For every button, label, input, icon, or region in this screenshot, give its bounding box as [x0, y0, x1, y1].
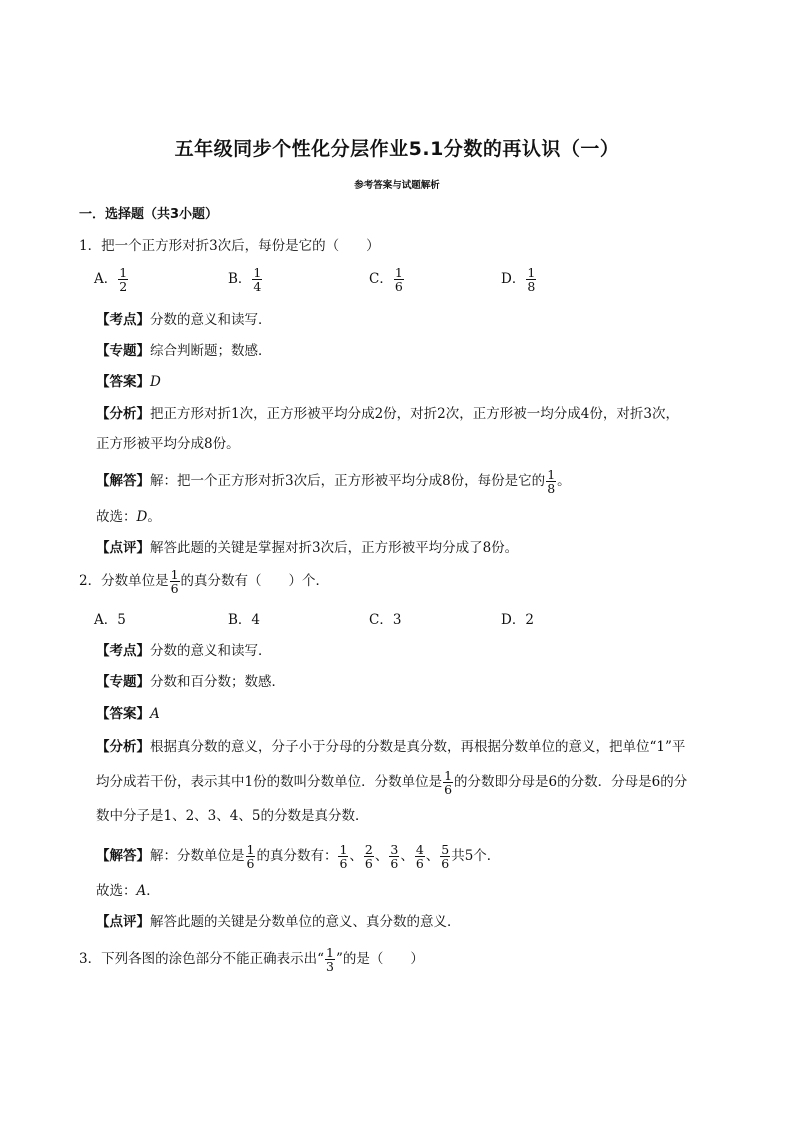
fraction: $\frac{1}{6}$	[394, 265, 403, 294]
tag-zhuanti: 【专题】	[96, 674, 150, 690]
fraction: $\frac{2}{6}$	[364, 842, 373, 871]
fraction: $\frac{1}{8}$	[527, 265, 536, 294]
q1-dianping: 【点评】解答此题的关键是掌握对折3次后，正方形被平均分成了8份。	[96, 540, 519, 556]
q1-zhuanti: 【专题】综合判断题；数感．	[96, 343, 272, 359]
fraction: $\frac{1}{2}$	[119, 265, 128, 294]
q1-fenxi: 【分析】把正方形对折1次，正方形被平均分成2份，对折2次，正方形被一均分成4份，对折3次，	[96, 406, 679, 422]
q1-kaodian: 【考点】分数的意义和读写．	[96, 312, 272, 328]
fraction: $\frac{5}{6}$	[441, 842, 450, 871]
fraction: $\frac{1}{6}$	[246, 842, 255, 871]
tag-daan: 【答案】	[96, 706, 150, 722]
tag-dianping: 【点评】	[96, 540, 150, 556]
fraction: $\frac{3}{6}$	[390, 842, 399, 871]
question-2-stem: 2．分数单位是 $\frac{1}{6}$ 的真分数有（ ）个．	[79, 567, 330, 596]
q1-jieda: 【解答】解：把一个正方形对折3次后，正方形被平均分成8份，每份是它的 $\frac{1}{8}$ 。	[96, 467, 571, 496]
section-heading: 一．选择题（共3小题）	[79, 207, 219, 222]
tag-jieda: 【解答】	[96, 473, 150, 489]
q1-option-a: A． $\frac{1}{2}$	[94, 265, 128, 294]
q2-fenxi-cont-2: 数中分子是1、2、3、4、5的分数是真分数．	[96, 808, 369, 824]
q2-fenxi: 【分析】根据真分数的意义，分子小于分母的分数是真分数，再根据分数单位的意义，把单位“1”平	[96, 739, 686, 755]
question-1-stem: 1．把一个正方形对折3次后，每份是它的（ ）	[79, 238, 380, 254]
q2-zhuanti: 【专题】分数和百分数；数感．	[96, 674, 285, 690]
q1-fenxi-cont: 正方形被平均分成8份。	[96, 436, 240, 452]
q2-option-d: D．2	[501, 612, 534, 628]
tag-fenxi: 【分析】	[96, 739, 150, 755]
tag-fenxi: 【分析】	[96, 406, 150, 422]
q1-daan: 【答案】D	[96, 374, 161, 390]
tag-kaodian: 【考点】	[96, 643, 150, 659]
q2-option-a: A．5	[94, 612, 126, 628]
page-title: 五年级同步个性化分层作业5.1分数的再认识（一）	[174, 138, 620, 160]
q1-option-c: C． $\frac{1}{6}$	[369, 265, 403, 294]
q2-dianping: 【点评】解答此题的关键是分数单位的意义、真分数的意义．	[96, 914, 461, 930]
page-subtitle: 参考答案与试题解析	[354, 180, 440, 191]
q2-daan: 【答案】A	[96, 706, 160, 722]
q1-guxuan: 故选：D。	[96, 509, 161, 525]
fraction: $\frac{1}{4}$	[253, 265, 262, 294]
q2-fenxi-cont: 均分成若干份，表示其中1份的数叫分数单位．分数单位是 $\frac{1}{6}$ 的分数即分母是6的分数．分母是6的分	[96, 768, 688, 797]
tag-daan: 【答案】	[96, 374, 150, 390]
tag-zhuanti: 【专题】	[96, 343, 150, 359]
fraction: $\frac{1}{8}$	[547, 467, 556, 496]
fraction: $\frac{1}{6}$	[444, 768, 453, 797]
fraction: $\frac{4}{6}$	[415, 842, 424, 871]
q2-kaodian: 【考点】分数的意义和读写．	[96, 643, 272, 659]
tag-dianping: 【点评】	[96, 914, 150, 930]
fraction: $\frac{1}{6}$	[170, 567, 179, 596]
q1-option-b: B． $\frac{1}{4}$	[228, 265, 262, 294]
q2-guxuan: 故选：A．	[96, 883, 160, 899]
q1-option-d: D． $\frac{1}{8}$	[501, 265, 536, 294]
q2-jieda: 【解答】解：分数单位是 $\frac{1}{6}$ 的真分数有： $\frac{1}{6}$ 、 $\frac{2}{6}$ 、 $\frac{3}{6}$ 、 $\frac{4}{6}$ 、 $\frac{5}{6}$ 共5个．	[96, 842, 501, 871]
q2-option-c: C．3	[369, 612, 402, 628]
tag-kaodian: 【考点】	[96, 312, 150, 328]
fraction: $\frac{1}{3}$	[326, 945, 334, 974]
q2-option-b: B．4	[228, 612, 261, 628]
question-3-stem: 3．下列各图的涂色部分不能正确表示出“ $\frac{1}{3}$ ”的是（ ）	[79, 945, 424, 974]
tag-jieda: 【解答】	[96, 848, 150, 864]
fraction: $\frac{1}{6}$	[339, 842, 348, 871]
